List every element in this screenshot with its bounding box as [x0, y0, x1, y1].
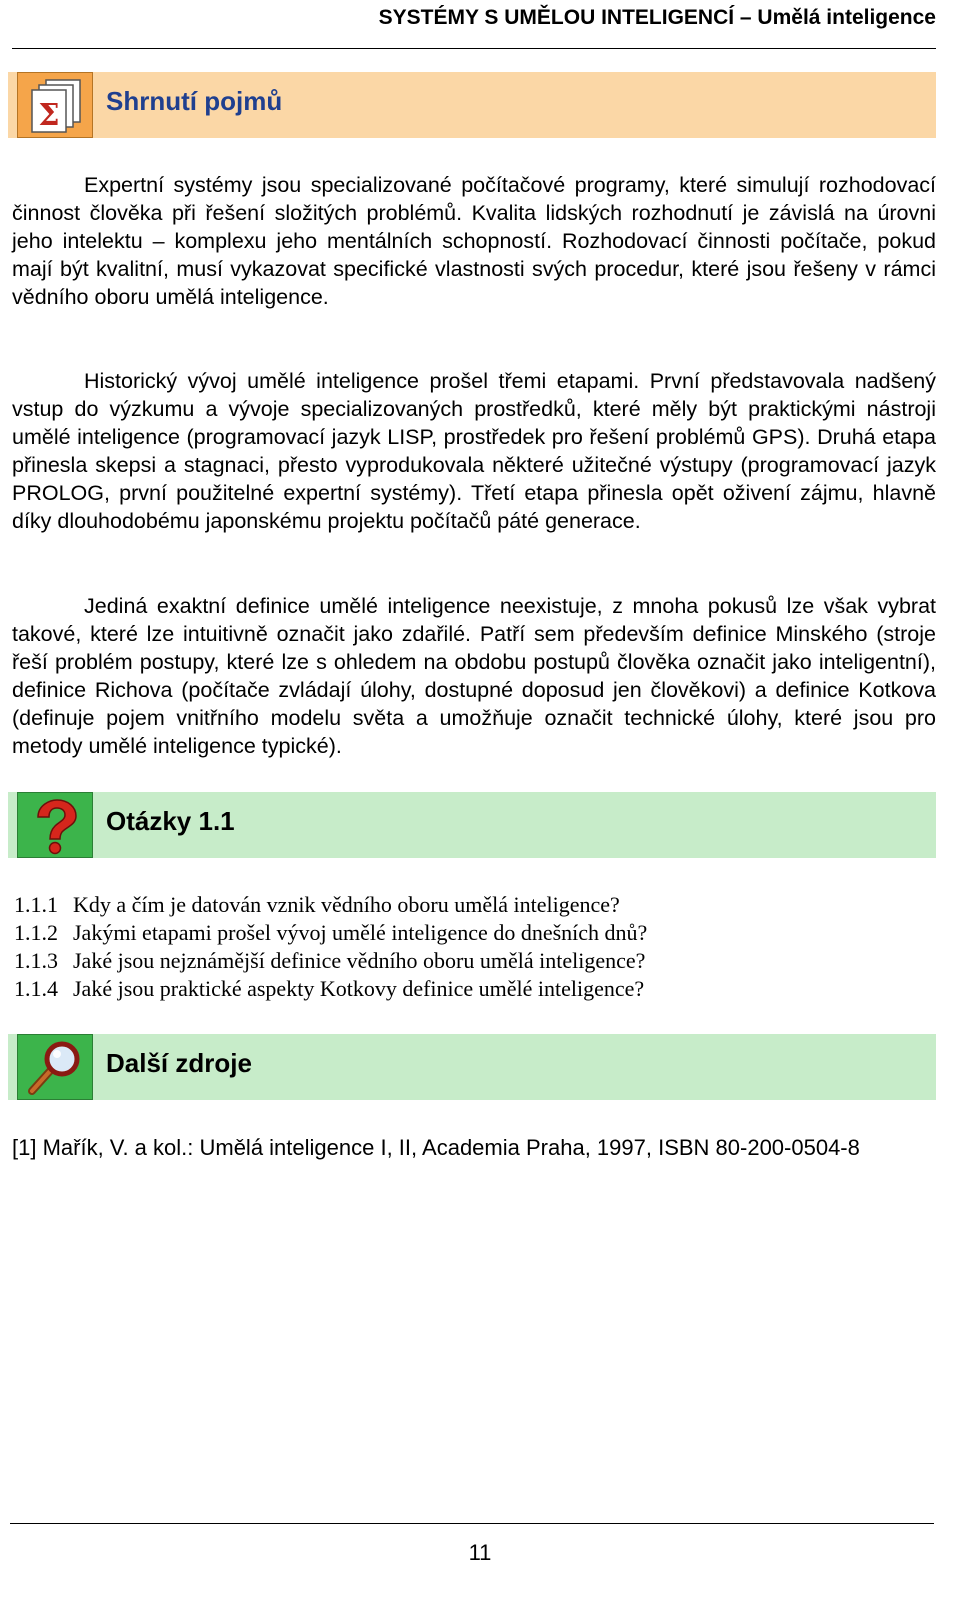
list-item — [14, 891, 914, 919]
summary-title: Shrnutí pojmů — [106, 86, 283, 116]
page-number: 11 — [468, 1540, 492, 1565]
running-header — [12, 0, 936, 49]
question-text: Jaké jsou nejznámější definice vědního oboru umělá inteligence? — [73, 948, 646, 973]
list-item — [14, 919, 914, 947]
questions-list — [14, 891, 914, 1003]
question-number: 1.1.4 — [14, 976, 58, 1001]
questions-title: Otázky 1.1 — [106, 806, 235, 836]
footer-divider — [10, 1523, 934, 1524]
question-text: Jakými etapami prošel vývoj umělé inteligence do dnešních dnů? — [73, 920, 648, 945]
summary-paragraph: Historický vývoj umělé inteligence prošel třemi etapami. První představovala nadšený vstup do výzkumu a vývoje specializovaných prostředků, které měly být praktickými nástroji umělé inteligence (programovací jazyk LISP, prostředek pro řešení problémů GPS). Druhá etapa přinesla skepsi a stagnaci, přesto vyprodukovala některé užitečné výstupy (programovací jazyk PROLOG, první použitelné expertní systémy). Třetí etapa přinesla opět oživení zájmu, hlavně díky dlouhodobému japonskému projektu počítačů páté generace. — [12, 369, 936, 533]
running-header-title: SYSTÉMY S UMĚLOU INTELIGENCÍ – Umělá inteligence — [378, 6, 936, 29]
svg-text:Σ: Σ — [38, 98, 60, 133]
list-item — [14, 975, 914, 1003]
question-mark-icon — [17, 792, 93, 858]
list-item — [14, 947, 914, 975]
summary-paragraph: Jediná exaktní definice umělé inteligence neexistuje, z mnoha pokusů lze však vybrat takové, které lze intuitivně označit jako zdařilé. Patří sem především definice Minského (stroje řeší problém postupy, které lze s ohledem na obdobu postupů člověka označit jako inteligentní), definice Richova (počítače zvládají úlohy, dostupné doposud jen člověkovi) a definice Kotkova (definuje pojem vnitřního modelu světa a umožňuje označit technické úlohy, které jsou pro metody umělé inteligence typické). — [12, 594, 936, 758]
question-text: Jaké jsou praktické aspekty Kotkovy definice umělé inteligence? — [73, 976, 645, 1001]
summary-banner — [8, 72, 936, 138]
questions-banner — [8, 792, 936, 858]
question-number: 1.1.1 — [14, 892, 58, 917]
reference-item: [1] Mařík, V. a kol.: Umělá inteligence I, II, Academia Praha, 1997, ISBN 80-200-0504-8 — [12, 1135, 860, 1160]
magnifying-glass-icon — [17, 1034, 93, 1100]
sources-title: Další zdroje — [106, 1048, 252, 1078]
sources-banner — [8, 1034, 936, 1100]
sigma-icon — [17, 72, 93, 138]
question-number: 1.1.3 — [14, 948, 58, 973]
question-text: Kdy a čím je datován vznik vědního oboru umělá inteligence? — [73, 892, 620, 917]
summary-paragraph: Expertní systémy jsou specializované počítačové programy, které simulují rozhodovací činnost člověka při řešení složitých problémů. Kvalita lidských rozhodnutí je závislá na úrovni jeho intelektu – komplexu jeho mentálních schopností. Rozhodovací činnosti počítače, pokud mají být kvalitní, musí vykazovat specifické vlastnosti svých procedur, které jsou řešeny v rámci vědního oboru umělá inteligence. — [12, 173, 936, 309]
question-number: 1.1.2 — [14, 920, 58, 945]
